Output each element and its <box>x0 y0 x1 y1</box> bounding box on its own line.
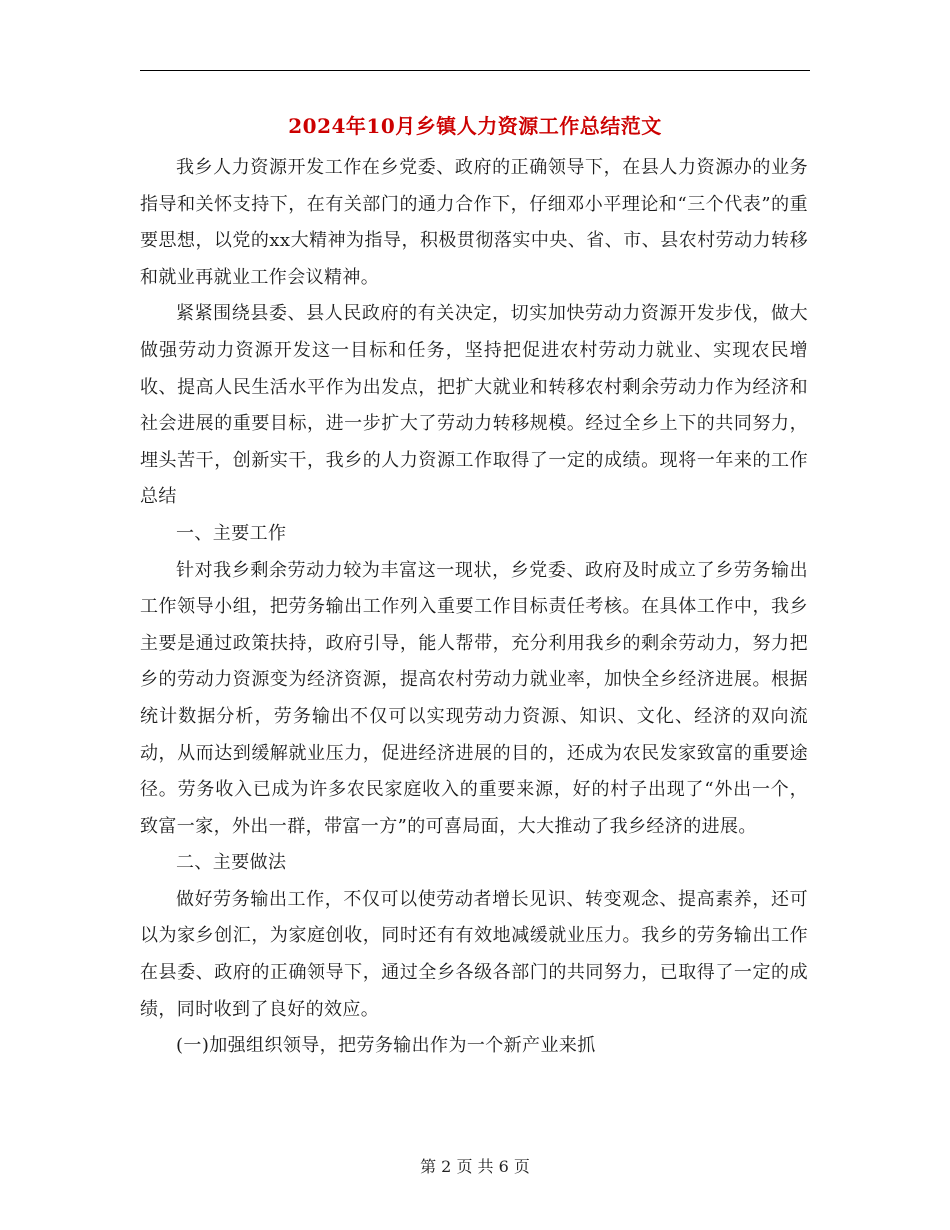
paragraph: 针对我乡剩余劳动力较为丰富这一现状，乡党委、政府及时成立了乡劳务输出工作领导小组，把劳务输出工作列入重要工作目标责任考核。在具体工作中，我乡主要是通过政策扶持，政府引导，能人帮带，充分利用我乡的剩余劳动力，努力把乡的劳动力资源变为经济资源，提高农村劳动力就业率，加快全乡经济进展。根据统计数据分析，劳务输出不仅可以实现劳动力资源、知识、文化、经济的双向流动，从而达到缓解就业压力，促进经济进展的目的，还成为农民发家致富的重要途径。劳务收入已成为许多农民家庭收入的重要来源，好的村子出现了“外出一个，致富一家，外出一群，带富一方”的可喜局面，大大推动了我乡经济的进展。 <box>140 559 808 837</box>
subsection-heading: (一)加强组织领导，把劳务输出作为一个新产业来抓 <box>176 1035 596 1057</box>
paragraph: 做好劳务输出工作，不仅可以使劳动者增长见识、转变观念、提高素养，还可以为家乡创汇，为家庭创收，同时还有有效地减缓就业压力。我乡的劳务输出工作在县委、政府的正确领导下，通过全乡各级各部门的共同努力，已取得了一定的成绩，同时收到了良好的效应。 <box>140 888 808 1020</box>
header-rule <box>140 70 810 71</box>
document-title: 2024年10月乡镇人力资源工作总结范文 <box>288 114 662 138</box>
paragraph: 我乡人力资源开发工作在乡党委、政府的正确领导下，在县人力资源办的业务指导和关怀支持下，在有关部门的通力合作下，仔细邓小平理论和“三个代表”的重要思想，以党的xx大精神为指导，积极贯彻落实中央、省、市、县农村劳动力转移和就业再就业工作会议精神。 <box>140 157 808 288</box>
page-number: 第 2 页 共 6 页 <box>420 1157 530 1176</box>
section-heading: 二、主要做法 <box>176 852 287 874</box>
section-heading: 一、主要工作 <box>176 522 287 544</box>
document-body <box>140 150 808 1065</box>
paragraph: 紧紧围绕县委、县人民政府的有关决定，切实加快劳动力资源开发步伐，做大做强劳动力资源开发这一目标和任务，坚持把促进农村劳动力就业、实现农民增收、提高人民生活水平作为出发点，把扩大就业和转移农村剩余劳动力作为经济和社会进展的重要目标，进一步扩大了劳动力转移规模。经过全乡上下的共同努力，埋头苦干，创新实干，我乡的人力资源工作取得了一定的成绩。现将一年来的工作总结 <box>140 303 808 508</box>
